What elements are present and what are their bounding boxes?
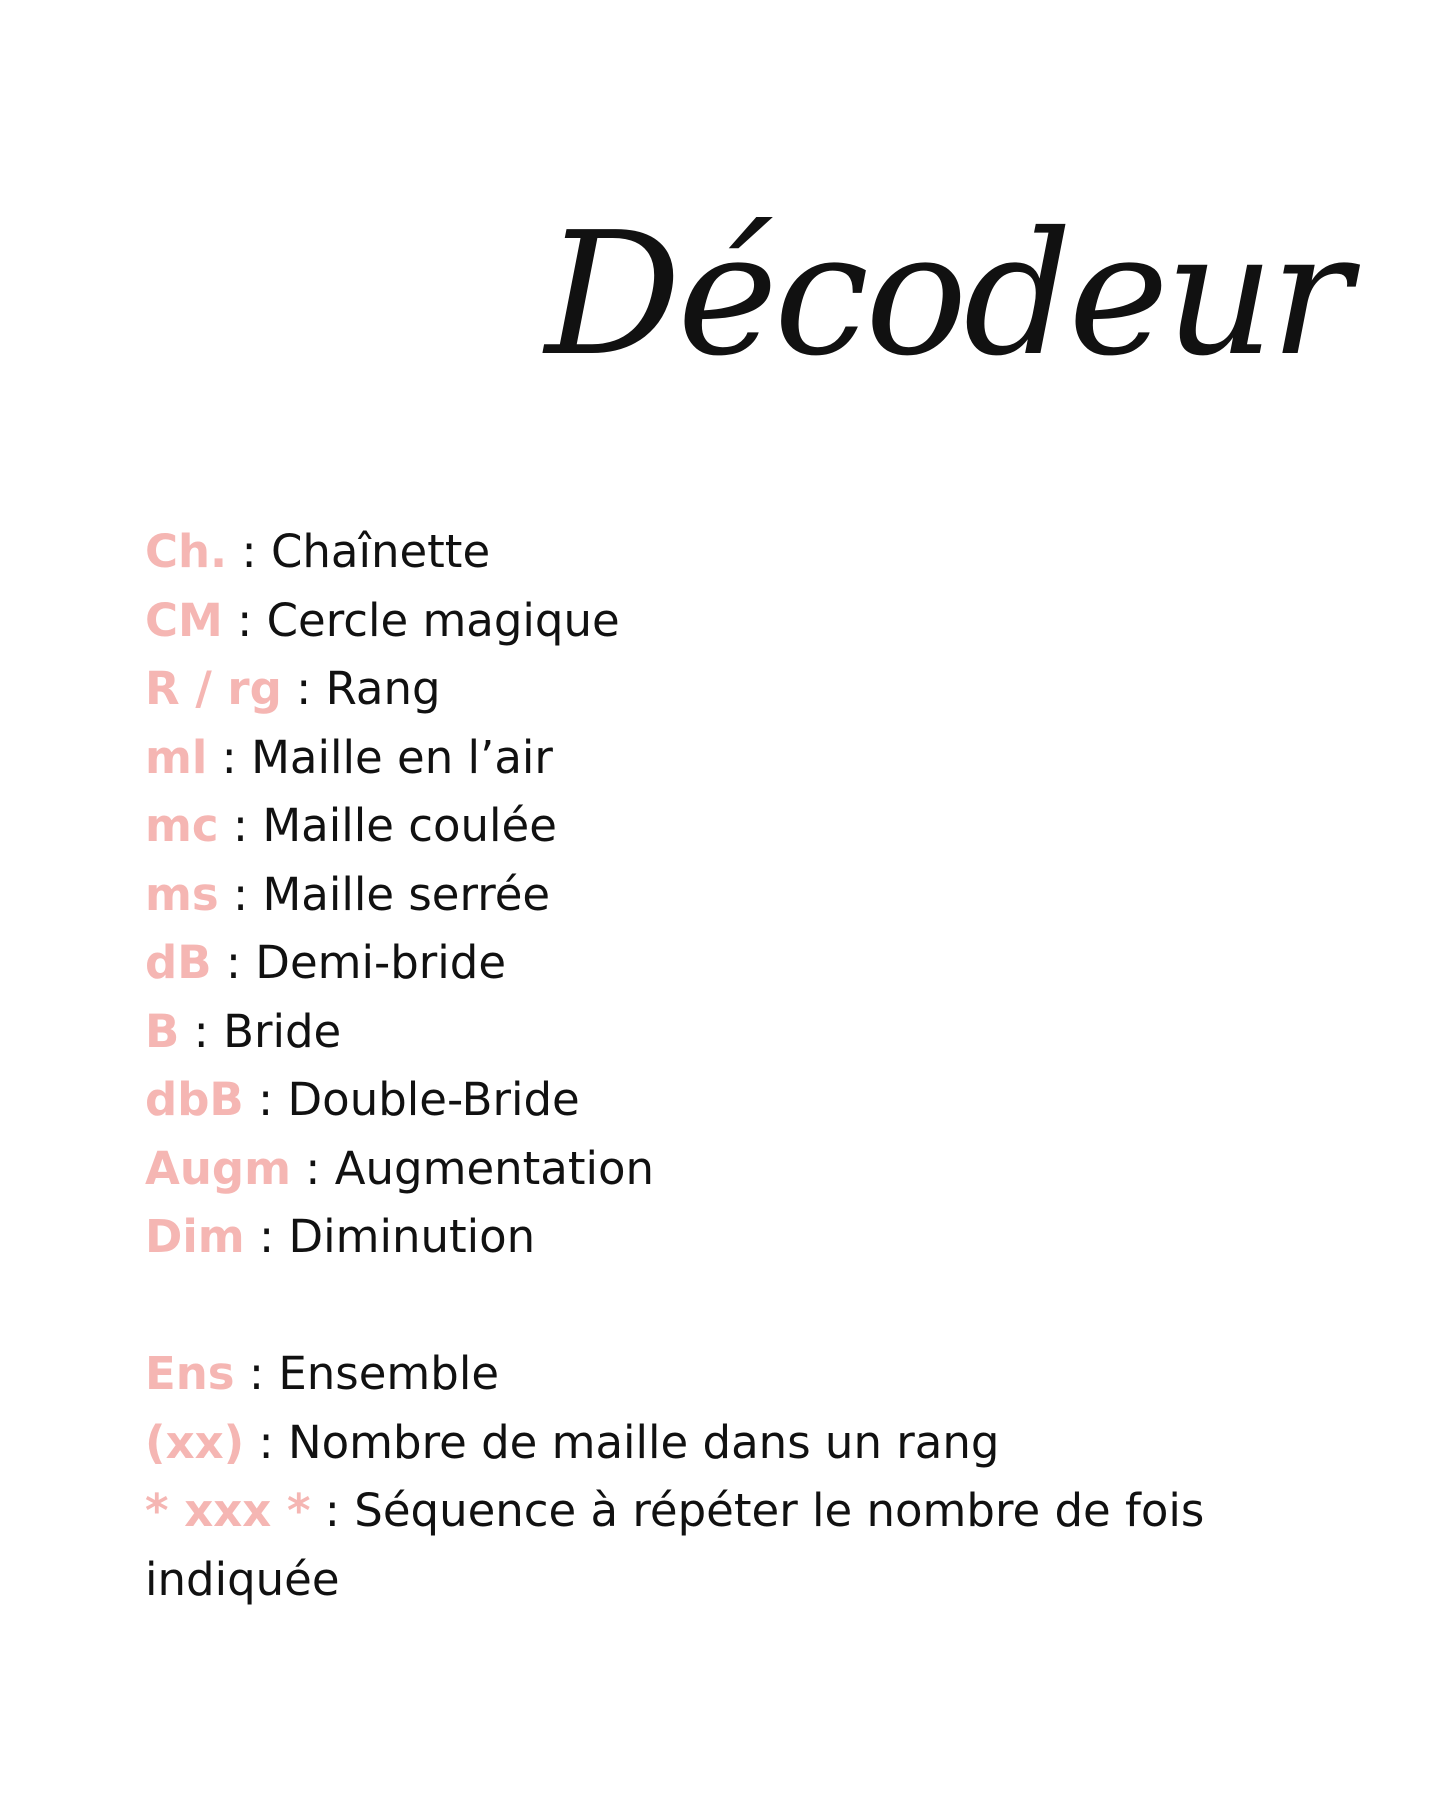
legend-entry-repeat-sequence xyxy=(145,1477,1325,1614)
legend-abbreviation: R / rg xyxy=(145,662,282,715)
legend-abbreviation: dbB xyxy=(145,1073,244,1126)
legend-entry-maille-en-lair xyxy=(145,724,1325,793)
legend-definition: Maille en l’air xyxy=(251,730,553,784)
legend-separator: : xyxy=(211,936,256,989)
legend-separator: : xyxy=(310,1484,355,1537)
legend-abbreviation: Ch. xyxy=(145,525,228,578)
legend-separator: : xyxy=(222,593,267,647)
legend-abbreviation: mc xyxy=(145,799,219,852)
legend-entry-double-bride xyxy=(145,1066,1325,1135)
legend-entry-ensemble xyxy=(145,1340,1325,1409)
legend-abbreviation: CM xyxy=(145,593,223,647)
legend-abbreviation: Dim xyxy=(145,1210,245,1263)
legend-separator: : xyxy=(227,525,271,578)
legend-definition: Maille serrée xyxy=(262,867,551,921)
legend-separator: : xyxy=(244,1415,288,1469)
legend-entry-maille-coulee xyxy=(145,792,1325,861)
legend-definition: Augmentation xyxy=(334,1141,655,1195)
legend-definition: Rang xyxy=(325,662,441,715)
legend-definition: Maille coulée xyxy=(262,799,557,852)
legend-abbreviation: Augm xyxy=(145,1141,291,1195)
legend-definition: Chaînette xyxy=(270,525,491,578)
legend-definition: Diminution xyxy=(288,1210,536,1263)
legend-separator: : xyxy=(234,1347,279,1400)
legend-separator: : xyxy=(290,1141,335,1195)
legend-entry-maille-serree xyxy=(145,861,1325,930)
legend-abbreviation: Ens xyxy=(145,1347,235,1400)
legend-separator: : xyxy=(207,730,252,784)
legend-separator: : xyxy=(218,799,263,852)
abbreviation-legend xyxy=(145,518,1325,1614)
legend-separator: : xyxy=(179,1004,224,1058)
legend-separator: : xyxy=(218,867,263,921)
legend-abbreviation: ms xyxy=(145,867,219,921)
legend-definition: Ensemble xyxy=(278,1347,500,1400)
legend-abbreviation: B xyxy=(145,1004,180,1058)
legend-entry-demi-bride xyxy=(145,929,1325,998)
legend-abbreviation: ml xyxy=(145,730,208,784)
legend-abbreviation: * xxx * xyxy=(145,1484,311,1537)
legend-entry-augmentation xyxy=(145,1135,1325,1204)
legend-abbreviation: (xx) xyxy=(145,1415,245,1469)
legend-entry-cercle-magique xyxy=(145,587,1325,656)
legend-separator: : xyxy=(243,1073,288,1126)
legend-entry-rang xyxy=(145,655,1325,724)
legend-entry-diminution xyxy=(145,1203,1325,1272)
legend-entry-stitch-count xyxy=(145,1409,1325,1478)
legend-abbreviation: dB xyxy=(145,936,212,989)
legend-separator: : xyxy=(244,1210,289,1263)
legend-definition: Cercle magique xyxy=(266,593,620,647)
legend-definition: Nombre de maille dans un rang xyxy=(287,1415,1000,1469)
legend-definition: Demi-bride xyxy=(255,936,507,989)
legend-definition: Séquence à répéter le nombre de fois indiquée xyxy=(145,1484,1205,1606)
legend-entry-chainette xyxy=(145,518,1325,587)
page-title: Décodeur xyxy=(545,196,1348,394)
legend-definition: Bride xyxy=(223,1004,342,1058)
legend-definition: Double-Bride xyxy=(287,1073,580,1126)
legend-entry-bride xyxy=(145,998,1325,1067)
legend-separator: : xyxy=(281,662,326,715)
